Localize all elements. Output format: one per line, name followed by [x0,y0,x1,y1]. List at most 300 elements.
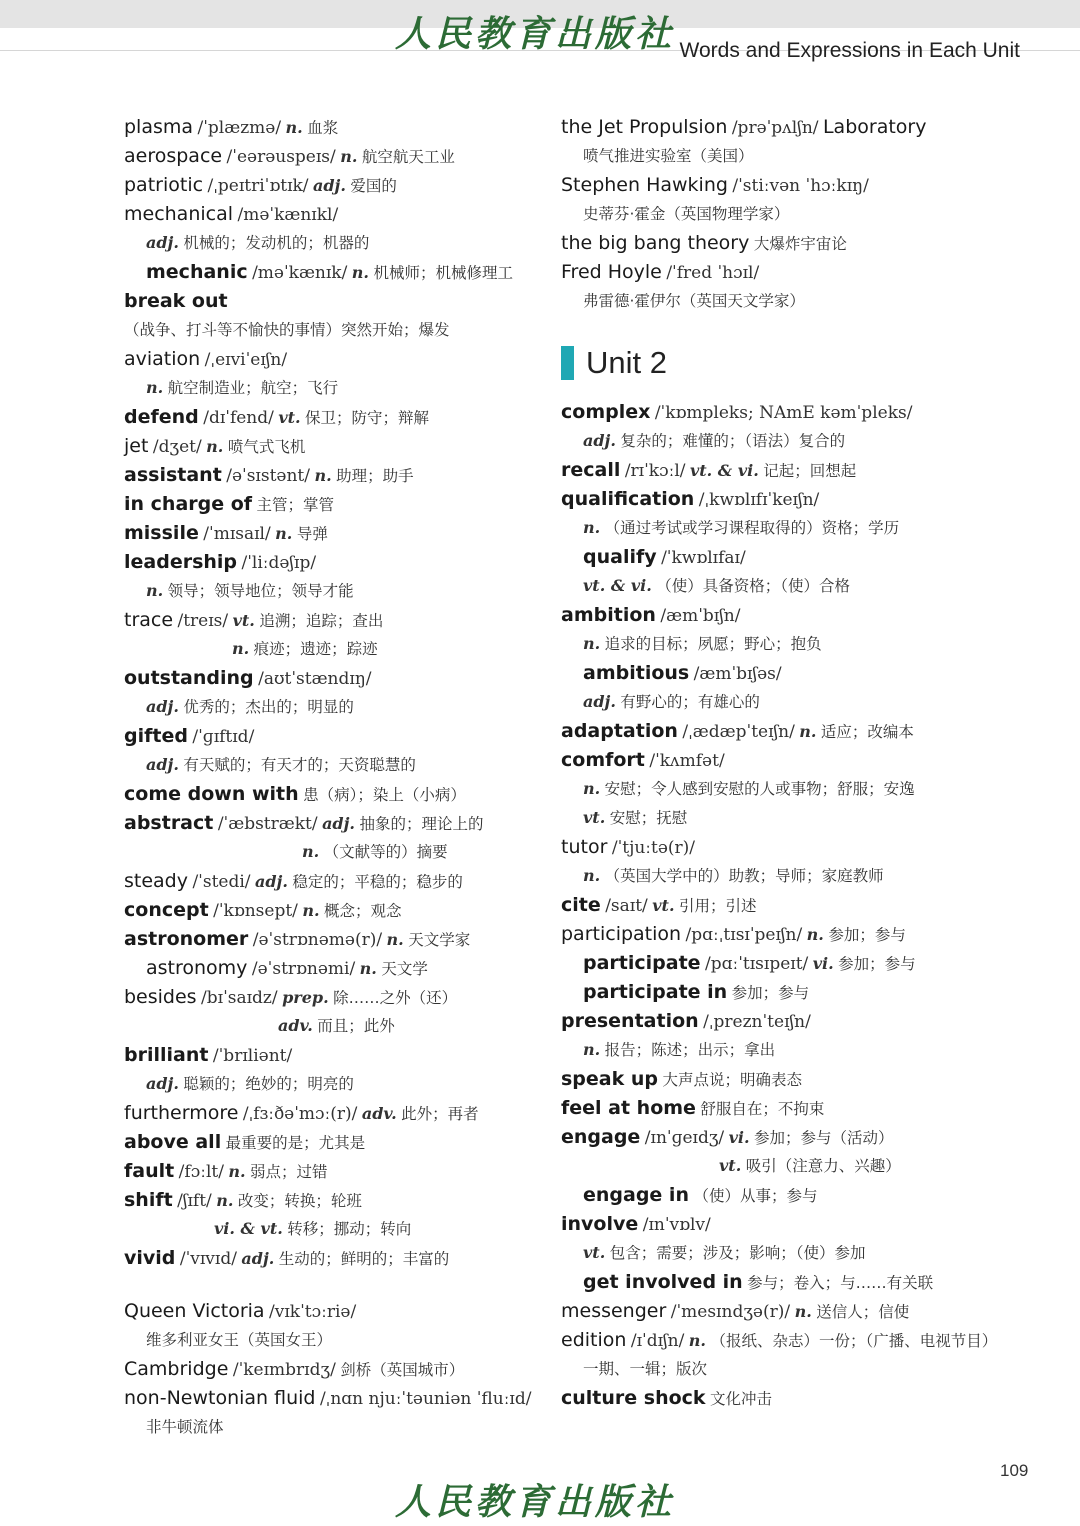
definition: 维多利亚女王（英国女王） [146,1331,333,1349]
definition: 包含；需要；涉及；影响；（使）参加 [609,1244,866,1262]
part-of-speech: vt. [278,408,301,427]
phonetic: /ˈæbstrækt/ [217,814,318,834]
definition: 抽象的；理论上的 [359,815,484,833]
definition: 改变；转换；轮班 [237,1192,362,1210]
definition: 助理；助手 [336,467,414,485]
phonetic: /əˈsɪstənt/ [226,466,310,486]
part-of-speech: vi. & vt. [214,1219,283,1238]
headword: break out [124,290,228,312]
definition: 优秀的；杰出的；明显的 [183,698,354,716]
vocab-entry-continuation [583,145,754,168]
phonetic: /ʃɪft/ [177,1191,212,1211]
part-of-speech: n. [583,866,601,885]
vocab-entry [124,812,483,836]
vocab-entry [124,609,383,633]
definition: （报纸、杂志）一份；（广播、电视节目） [710,1332,998,1350]
unit-marker-bar [561,346,574,380]
definition: 转移；挪动；转向 [287,1220,412,1238]
vocab-entry-continuation [583,778,915,801]
part-of-speech: vt. [652,896,675,915]
definition: 引用；引述 [678,897,757,915]
phonetic: /ˈfred ˈhɔɪl/ [666,263,760,283]
phonetic: /ˈstiːvən ˈhɔːkɪŋ/ [732,176,869,196]
vocab-entry-continuation [583,1242,865,1265]
vocab-entry [561,720,914,744]
part-of-speech: n. [583,779,601,798]
vocab-entry [124,725,254,749]
section-title: Words and Expressions in Each Unit [679,39,1020,62]
part-of-speech: adj. [583,692,616,711]
headword: cite [561,894,601,916]
vocab-entry [124,870,463,894]
vocab-entry-continuation [232,638,378,661]
definition: 记起；回想起 [763,462,857,480]
headword: above all [124,1131,222,1153]
vocab-entry-continuation [146,754,416,777]
definition: 参加；参与 [828,926,906,944]
definition: 有天赋的；有天才的；天资聪慧的 [183,756,416,774]
vocab-entry [561,174,869,198]
definition: （通过考试或学习课程取得的）资格；学历 [604,519,900,537]
definition: 航空制造业；航空；飞行 [167,379,339,397]
vocab-entry-continuation [583,691,760,714]
vocab-entry [561,836,695,860]
vocab-entry-continuation [583,1039,775,1062]
definition: 参加；参与 [731,984,810,1002]
phonetic: /ˈeərəuspeɪs/ [226,147,336,167]
vocab-entry-continuation [583,1358,707,1381]
vocab-entry [561,894,756,918]
vocab-entry [561,488,819,512]
phonetic: /ˌpreznˈteɪʃn/ [703,1012,811,1032]
definition: 舒服自在；不拘束 [700,1100,825,1118]
part-of-speech: n. [302,842,320,861]
definition: 一期、一辑；版次 [583,1360,708,1378]
vocab-entry-continuation [719,1155,901,1178]
phonetic: /ɪnˈɡeɪdʒ/ [644,1128,725,1148]
part-of-speech: n. [583,518,601,537]
headword: trace [124,609,174,631]
vocab-entry-continuation [214,1218,411,1241]
headword: leadership [124,551,238,573]
headword: presentation [561,1010,699,1032]
part-of-speech: vt. [583,1243,606,1262]
phonetic: /bɪˈsaɪdz/ [201,988,278,1008]
headword: patriotic [124,174,204,196]
headword: in charge of [124,493,253,515]
part-of-speech: vt. [583,808,606,827]
vocab-entry-continuation [146,1329,332,1352]
vocab-entry [124,522,328,546]
definition: 天文学家 [408,931,471,949]
headword: vivid [124,1247,176,1269]
part-of-speech: n. [583,1040,601,1059]
headword: steady [124,870,188,892]
definition: 机械的；发动机的；机器的 [183,234,370,252]
headword: aviation [124,348,201,370]
phonetic: /ˌeɪviˈeɪʃn/ [204,350,288,370]
headword: missile [124,522,199,544]
phonetic: /æmˈbɪʃn/ [660,606,741,626]
vocab-entry [124,493,334,517]
phonetic: /ˈstedi/ [192,872,251,892]
phonetic: /ˌpeɪtriˈɒtɪk/ [207,176,309,196]
part-of-speech: n. [146,378,164,397]
vocab-entry [124,348,287,372]
part-of-speech: prep. [282,988,329,1007]
vocab-entry-continuation [124,319,450,342]
phonetic: /ˈmɪsaɪl/ [203,524,271,544]
definition: 报告；陈述；出示；拿出 [604,1041,776,1059]
phonetic: /vɪkˈtɔːriə/ [269,1302,357,1322]
part-of-speech: adj. [146,1074,179,1093]
phonetic: /pɑːˈtɪsɪpeɪt/ [705,954,809,974]
part-of-speech: vt. [719,1156,742,1175]
part-of-speech: adj. [241,1249,275,1268]
vocab-entry-continuation [583,203,789,226]
definition: 此外；再者 [401,1105,479,1123]
definition: 非牛顿流体 [146,1418,224,1436]
phonetic: /fɔːlt/ [178,1162,224,1182]
vocab-entry [124,1102,479,1126]
headword: feel at home [561,1097,696,1119]
vocab-entry [146,957,428,981]
part-of-speech: adj. [146,233,179,252]
headword: Stephen Hawking [561,174,728,196]
phonetic: /ɪˈdɪʃn/ [630,1331,685,1351]
definition: （使）从事；参与 [693,1187,818,1205]
phonetic: /ɪnˈvɒlv/ [642,1215,711,1235]
unit-title: Unit 2 [586,345,667,380]
headword: brilliant [124,1044,209,1066]
vocab-entry [561,1097,824,1121]
part-of-speech: vt. & vi. [583,576,652,595]
definition: 聪颖的；绝妙的；明亮的 [183,1075,354,1093]
phonetic: /ˈkɒnsept/ [213,901,298,921]
definition: 主管；掌管 [256,496,335,514]
headword: jet [124,435,149,457]
vocab-entry [124,986,457,1010]
headword: defend [124,406,199,428]
definition: 喷气推进实验室（美国） [583,147,754,165]
phonetic: /ˈvɪvɪd/ [179,1249,237,1269]
part-of-speech: n. [351,263,369,282]
part-of-speech: n. [302,901,320,920]
vocab-entry [561,1387,772,1411]
part-of-speech: n. [794,1302,812,1321]
part-of-speech: adj. [322,814,355,833]
vocab-entry [124,1247,449,1271]
phonetic: /treɪs/ [177,611,229,631]
vocab-entry-continuation [583,517,899,540]
headword: outstanding [124,667,254,689]
phonetic: /ˈbrɪliənt/ [212,1046,293,1066]
definition: 患（病）；染上（小病） [303,786,466,804]
definition: 喷气式飞机 [227,438,306,456]
definition: 领导；领导地位；领导才能 [167,582,354,600]
vocab-entry [124,435,305,459]
definition: 弗雷德·霍伊尔（英国天文学家） [583,292,805,310]
phonetic: /dʒet/ [152,437,202,457]
part-of-speech: vi. [812,954,834,973]
headword: shift [124,1189,173,1211]
definition: 送信人；信使 [816,1303,910,1321]
phonetic: /məˈkænɪk/ [252,263,348,283]
definition: 参与；卷入；与……有关联 [747,1274,934,1292]
definition: 大爆炸宇宙论 [753,235,847,253]
phonetic: /ˈmesɪndʒə(r)/ [670,1302,791,1322]
part-of-speech: adv. [278,1016,313,1035]
phonetic: /prəˈpʌlʃn/ [731,118,819,138]
headword: ambitious [583,662,690,684]
headword: participation [561,923,682,945]
vocab-entry-continuation [146,580,354,603]
vocab-entry [124,464,414,488]
vocab-entry-continuation [146,1073,354,1096]
definition: 大声点说；明确表态 [662,1071,802,1089]
publisher-watermark: 人民教育出版社 [395,1481,676,1523]
vocab-entry [124,928,470,952]
definition: （英国大学中的）助教；导师；家庭教师 [604,867,884,885]
headword: plasma [124,116,194,138]
headword: Queen Victoria [124,1300,265,1322]
vocab-entry [124,406,429,430]
headword: furthermore [124,1102,239,1124]
definition: 追求的目标；夙愿；野心；抱负 [604,635,822,653]
vocab-entry [561,923,906,947]
definition: 血浆 [307,119,339,137]
headword: astronomy [146,957,248,979]
definition: 爱国的 [350,177,397,195]
part-of-speech: n. [228,1162,246,1181]
headword: the Jet Propulsion [561,116,728,138]
vocab-entry [124,551,316,575]
definition: 保卫；防守；辩解 [305,409,430,427]
phonetic: /ˌkwɒlɪfɪˈkeɪʃn/ [698,490,820,510]
definition: 吸引（注意力、兴趣） [745,1157,901,1175]
definition: 剑桥（英国城市） [340,1361,465,1379]
definition: 航空航天工业 [361,148,455,166]
definition: 参加；参与（活动） [754,1129,894,1147]
phonetic: /ˈtjuːtə(r)/ [611,838,696,858]
headword: gifted [124,725,188,747]
vocab-entry [124,667,372,691]
vocab-entry-continuation [146,1416,224,1439]
vocab-entry [561,749,725,773]
headword: come down with [124,783,299,805]
headword: engage [561,1126,641,1148]
vocab-entry [124,145,455,169]
headword: besides [124,986,197,1008]
part-of-speech: n. [340,147,358,166]
headword: involve [561,1213,639,1235]
vocab-entry [124,1358,464,1382]
part-of-speech: n. [583,634,601,653]
definition: 天文学 [381,960,428,978]
part-of-speech: n. [232,639,250,658]
headword: ambition [561,604,656,626]
vocab-entry [583,662,782,686]
vocab-entry [583,952,916,976]
phonetic: /əˈstrɒnəmə(r)/ [252,930,383,950]
phonetic: /ˌfɜːðəˈmɔː(r)/ [242,1104,358,1124]
phonetic: /ˈkɒmpleks; NAmE kəmˈpleks/ [654,403,913,423]
vocab-entry [561,1010,811,1034]
headword: tutor [561,836,608,858]
vocab-entry [561,1126,894,1150]
headword: messenger [561,1300,667,1322]
definition: （战争、打斗等不愉快的事情）突然开始；爆发 [124,321,450,339]
vocab-entry [124,783,466,807]
phonetic: /rɪˈkɔːl/ [624,461,686,481]
publisher-logo: 人民教育出版社 [395,13,676,55]
part-of-speech: adj. [254,872,288,891]
definition: 适应；改编本 [820,723,914,741]
phonetic: /ˌnɑn njuːˈtəuniən ˈfluːɪd/ [319,1389,532,1409]
phonetic: /dɪˈfend/ [203,408,274,428]
vocab-entry [124,174,397,198]
headword: adaptation [561,720,678,742]
phonetic: /məˈkænɪkl/ [237,205,339,225]
vocab-entry-continuation [302,841,448,864]
vocab-entry [561,459,856,483]
vocab-entry-continuation [146,696,354,719]
vocab-entry [124,1189,362,1213]
definition: 导弹 [296,525,328,543]
vocab-entry [561,116,926,140]
phonetic: /pɑːˌtɪsɪˈpeɪʃn/ [685,925,803,945]
headword: participate [583,952,701,974]
definition: 机械师；机械修理工 [373,264,513,282]
part-of-speech: adv. [361,1104,397,1123]
part-of-speech: adj. [146,755,179,774]
phonetic: /ˌædæpˈteɪʃn/ [682,722,795,742]
headword: speak up [561,1068,658,1090]
definition: 弱点；过错 [250,1163,328,1181]
headword: mechanical [124,203,234,225]
definition: 安慰；令人感到安慰的人或事物；舒服；安逸 [604,780,915,798]
vocab-entry-continuation [278,1015,395,1038]
vocab-entry [124,1160,328,1184]
vocab-entry [583,981,809,1005]
headword: qualification [561,488,695,510]
definition: 文化冲击 [710,1390,773,1408]
headword: recall [561,459,621,481]
part-of-speech: vt. [232,611,255,630]
vocab-entry-continuation [583,807,687,830]
vocab-entry [583,1184,817,1208]
headword: comfort [561,749,645,771]
definition: 而且；此外 [317,1017,395,1035]
phonetic: /ˈkʌmfət/ [649,751,725,771]
phonetic: /saɪt/ [605,896,648,916]
part-of-speech: n. [216,1191,234,1210]
definition: 痕迹；遗迹；踪迹 [253,640,378,658]
part-of-speech: vt. & vi. [689,461,759,480]
definition: 生动的；鲜明的；丰富的 [278,1250,450,1268]
definition: 最重要的是；尤其是 [225,1134,366,1152]
part-of-speech: n. [806,925,824,944]
vocab-entry-continuation [583,865,884,888]
vocab-entry-continuation [146,377,338,400]
part-of-speech: n. [314,466,332,485]
part-of-speech: n. [275,524,293,543]
vocab-entry [583,1271,933,1295]
part-of-speech: n. [688,1331,706,1350]
part-of-speech: n. [206,437,224,456]
part-of-speech: n. [799,722,817,741]
part-of-speech: adj. [312,176,346,195]
headword: qualify [583,546,657,568]
phonetic: /aʊtˈstændɪŋ/ [258,669,372,689]
headword: Fred Hoyle [561,261,662,283]
vocab-entry [124,1044,292,1068]
vocab-entry [561,401,912,425]
headword: complex [561,401,651,423]
vocab-entry [561,261,759,285]
headword: get involved in [583,1271,743,1293]
vocab-entry [146,261,513,285]
headword: astronomer [124,928,249,950]
phonetic: /ˈkeɪmbrɪdʒ/ [232,1360,336,1380]
phonetic: /ˈplæzmə/ [197,118,282,138]
phonetic: /ˈɡɪftɪd/ [192,727,255,747]
part-of-speech: vi. [728,1128,750,1147]
headword: assistant [124,464,222,486]
vocab-entry [124,116,338,140]
vocab-entry-continuation [583,633,822,656]
phonetic: /ˈkwɒlɪfaɪ/ [661,548,746,568]
definition: 史蒂芬·霍金（英国物理学家） [583,205,790,223]
part-of-speech: n. [146,581,164,600]
vocab-entry [583,546,746,570]
vocab-entry [561,1329,997,1353]
definition: （文献等的）摘要 [323,843,448,861]
unit-2-heading [561,345,667,385]
part-of-speech: adj. [146,697,179,716]
definition: 稳定的；平稳的；稳步的 [292,873,463,891]
part-of-speech: adj. [583,431,616,450]
definition: 复杂的；难懂的；（语法）复合的 [620,432,846,450]
vocab-entry-continuation [146,232,369,255]
definition: 有野心的；有雄心的 [620,693,760,711]
vocab-entry [124,899,402,923]
definition: 参加；参与 [838,955,916,973]
vocab-entry-continuation [583,575,850,598]
headword: the big bang theory [561,232,750,254]
part-of-speech: n. [285,118,303,137]
headword: aerospace [124,145,223,167]
definition: 除……之外（还） [333,989,458,1007]
definition: 安慰；抚慰 [609,809,688,827]
headword: edition [561,1329,627,1351]
headword: concept [124,899,209,921]
headword: engage in [583,1184,689,1206]
vocab-entry-continuation [583,430,845,453]
headword-continued: Laboratory [822,116,927,138]
part-of-speech: n. [386,930,404,949]
part-of-speech: n. [359,959,377,978]
headword: abstract [124,812,214,834]
phonetic: /æmˈbɪʃəs/ [693,664,782,684]
headword: non-Newtonian fluid [124,1387,316,1409]
vocab-entry [561,1300,909,1324]
page-number: 109 [1000,1461,1029,1480]
definition: （使）具备资格；（使）合格 [656,577,851,595]
headword: Cambridge [124,1358,229,1380]
definition: 追溯；追踪；查出 [259,612,384,630]
vocab-entry [124,1387,531,1411]
